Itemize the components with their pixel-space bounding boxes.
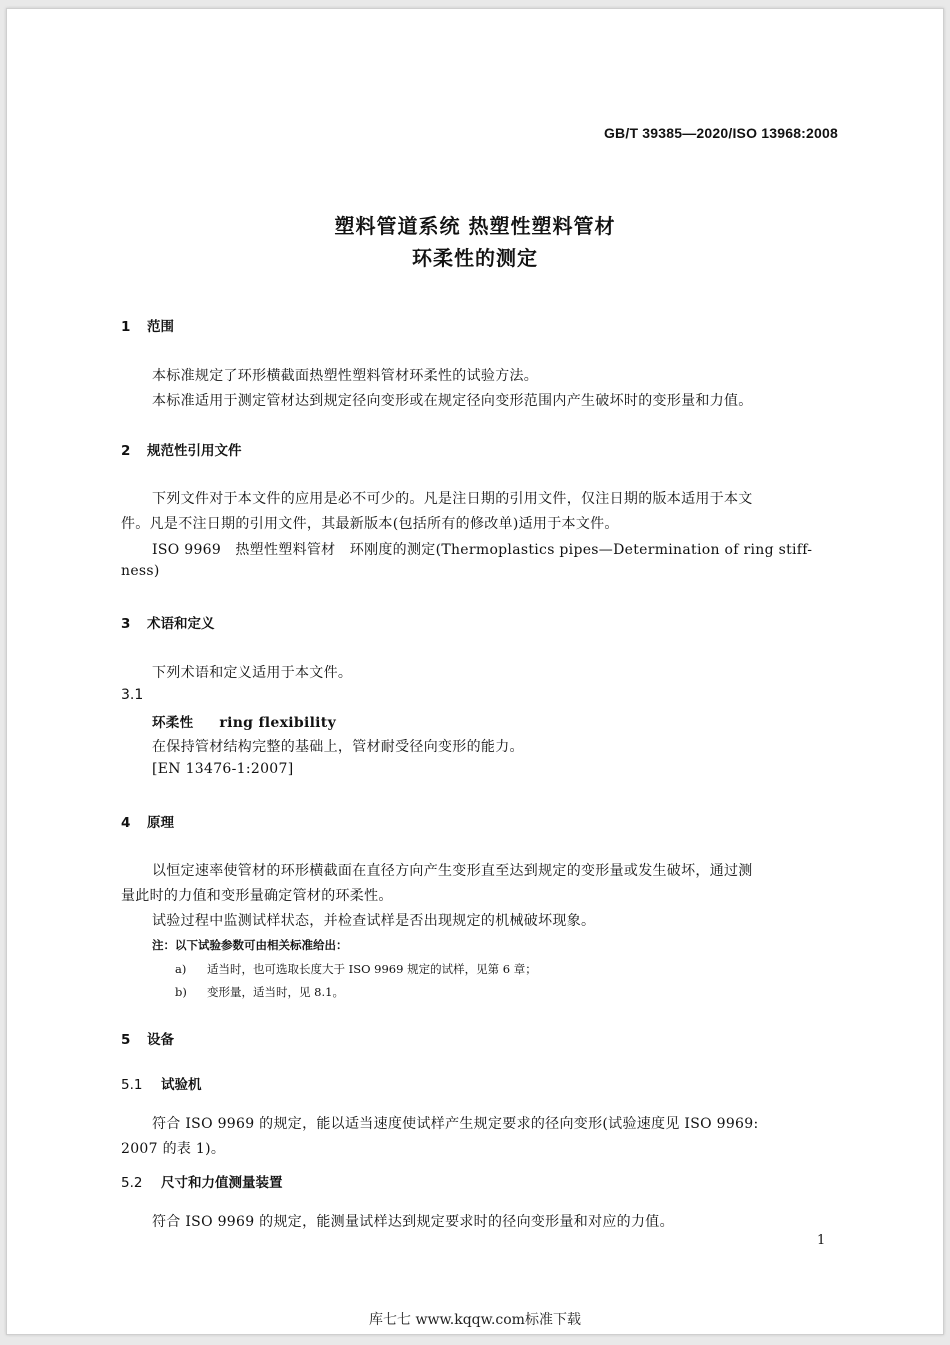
- section-title: 范围: [147, 319, 174, 335]
- term-definition: 在保持管材结构完整的基础上，管材耐受径向变形的能力。: [152, 739, 524, 755]
- note-item-text: 适当时，也可选取长度大于 ISO 9969 规定的试样，见第 6 章；: [207, 962, 537, 976]
- subsection-number: 5.2: [121, 1175, 143, 1191]
- subsection-number: 3.1: [121, 687, 144, 703]
- note-item-a: [175, 961, 537, 977]
- section-number: 2: [121, 443, 131, 459]
- paragraph-continuation: 件。凡是不注日期的引用文件，其最新版本(包括所有的修改单)适用于本文件。: [121, 516, 619, 532]
- normative-reference-continuation: ness): [121, 563, 160, 579]
- term-english: ring flexibility: [219, 715, 337, 731]
- subsection-title: 尺寸和力值测量装置: [161, 1175, 283, 1191]
- section-number: 3: [121, 616, 131, 632]
- paragraph-continuation: 2007 的表 1)。: [121, 1141, 226, 1157]
- subsection-5-2-heading: [121, 1171, 283, 1191]
- section-4-heading: [121, 811, 174, 831]
- section-1-heading: [121, 315, 174, 335]
- paragraph: 本标准适用于测定管材达到规定径向变形或在规定径向变形范围内产生破坏时的变形量和力值。: [152, 393, 753, 409]
- note-item-label: b): [175, 985, 187, 999]
- document-page: [6, 8, 944, 1335]
- section-5-heading: [121, 1028, 174, 1048]
- standard-number: GB/T 39385—2020/ISO 13968:2008: [603, 125, 838, 141]
- section-number: 1: [121, 319, 131, 335]
- section-title: 设备: [147, 1032, 174, 1048]
- page-number: 1: [817, 1233, 826, 1248]
- paragraph: 试验过程中监测试样状态，并检查试样是否出现规定的机械破坏现象。: [152, 913, 596, 929]
- paragraph: 下列文件对于本文件的应用是必不可少的。凡是注日期的引用文件，仅注日期的版本适用于本文: [152, 491, 753, 507]
- term-chinese: 环柔性: [152, 715, 194, 731]
- note-item-label: a): [175, 962, 187, 976]
- term-source: [EN 13476-1:2007]: [152, 761, 294, 777]
- paragraph: 以恒定速率使管材的环形横截面在直径方向产生变形直至达到规定的变形量或发生破坏，通过测: [152, 863, 753, 879]
- note-item-text: 变形量，适当时，见 8.1。: [207, 985, 344, 999]
- note-item-b: [175, 984, 344, 1000]
- section-title: 术语和定义: [147, 616, 215, 632]
- paragraph: 下列术语和定义适用于本文件。: [152, 665, 353, 681]
- document-title-line1: 塑料管道系统 热塑性塑料管材: [334, 214, 616, 238]
- section-title: 规范性引用文件: [147, 443, 242, 459]
- subsection-number: 5.1: [121, 1077, 143, 1093]
- section-title: 原理: [147, 815, 174, 831]
- normative-reference: ISO 9969 热塑性塑料管材 环刚度的测定(Thermoplastics pipes—Determination of ring stiff-: [152, 542, 813, 558]
- term-entry: [152, 711, 336, 731]
- section-2-heading: [121, 439, 242, 459]
- paragraph: 符合 ISO 9969 的规定，能以适当速度使试样产生规定要求的径向变形(试验速度见 ISO 9969:: [152, 1116, 759, 1132]
- section-number: 4: [121, 815, 131, 831]
- section-3-heading: [121, 612, 215, 632]
- footer-watermark: 库七七 www.kqqw.com标准下载: [369, 1312, 581, 1328]
- paragraph: 本标准规定了环形横截面热塑性塑料管材环柔性的试验方法。: [152, 368, 539, 384]
- subsection-title: 试验机: [161, 1077, 202, 1093]
- paragraph-continuation: 量此时的力值和变形量确定管材的环柔性。: [121, 888, 393, 904]
- subsection-5-1-heading: [121, 1073, 202, 1093]
- note-heading: 注：以下试验参数可由相关标准给出：: [152, 938, 348, 952]
- document-title-line2: 环柔性的测定: [412, 246, 538, 270]
- paragraph: 符合 ISO 9969 的规定，能测量试样达到规定要求时的径向变形量和对应的力值。: [152, 1214, 674, 1230]
- section-number: 5: [121, 1032, 131, 1048]
